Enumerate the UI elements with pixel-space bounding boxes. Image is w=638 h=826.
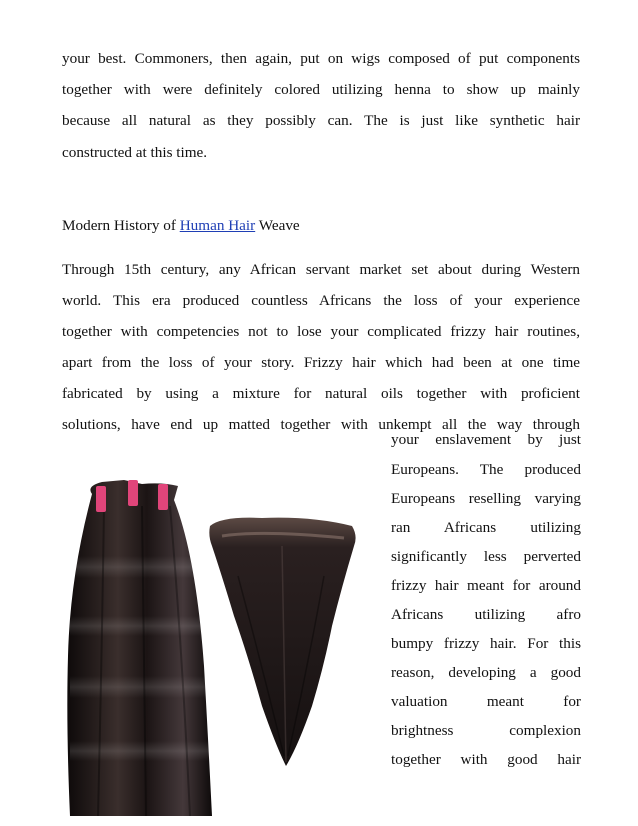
side-line: together with good hair bbox=[391, 751, 581, 768]
side-line: ran Africans utilizing bbox=[391, 519, 581, 536]
section-heading bbox=[62, 216, 300, 236]
side-line: bumpy frizzy hair. For this bbox=[391, 635, 581, 652]
lace-frontal-closure bbox=[209, 518, 355, 766]
hair-bundles-image bbox=[62, 466, 384, 821]
side-line: significantly less perverted bbox=[391, 548, 581, 565]
text-line: your best. Commoners, then again, put on wigs composed of put components bbox=[62, 50, 580, 67]
text-line: because all natural as they possibly can. The is just like synthetic hair bbox=[62, 112, 580, 129]
human-hair-link[interactable]: Human Hair bbox=[179, 217, 256, 234]
side-line: frizzy hair meant for around bbox=[391, 577, 581, 594]
bundle-tie bbox=[158, 484, 168, 510]
text-line: apart from the loss of your story. Frizzy hair which had been at one time bbox=[62, 354, 580, 371]
text-line: together with competencies not to lose your complicated frizzy hair routines, bbox=[62, 323, 580, 340]
side-line: Europeans reselling varying bbox=[391, 490, 581, 507]
side-line: your enslavement by just bbox=[391, 431, 581, 448]
heading-text: Modern History of bbox=[62, 217, 180, 234]
side-line: reason, developing a good bbox=[391, 664, 581, 681]
side-line: valuation meant for bbox=[391, 693, 581, 710]
bundle-tie bbox=[96, 486, 106, 512]
bundle-tie bbox=[128, 480, 138, 506]
text-line: Through 15th century, any African servant market set about during Western bbox=[62, 261, 580, 278]
text-line: constructed at this time. bbox=[62, 144, 208, 161]
heading-text-end: Weave bbox=[255, 217, 300, 234]
side-line: brightness complexion bbox=[391, 722, 581, 739]
hair-bundles bbox=[67, 480, 212, 816]
text-line: world. This era produced countless Africans the loss of your experience bbox=[62, 292, 580, 309]
side-line: Europeans. The produced bbox=[391, 461, 581, 478]
side-line: Africans utilizing afro bbox=[391, 606, 581, 623]
text-line: fabricated by using a mixture for natural oils together with proficient bbox=[62, 385, 580, 402]
text-line: together with were definitely colored utilizing henna to show up mainly bbox=[62, 81, 580, 98]
text-line: solutions, have end up matted together with unkempt all the way through bbox=[62, 416, 580, 433]
